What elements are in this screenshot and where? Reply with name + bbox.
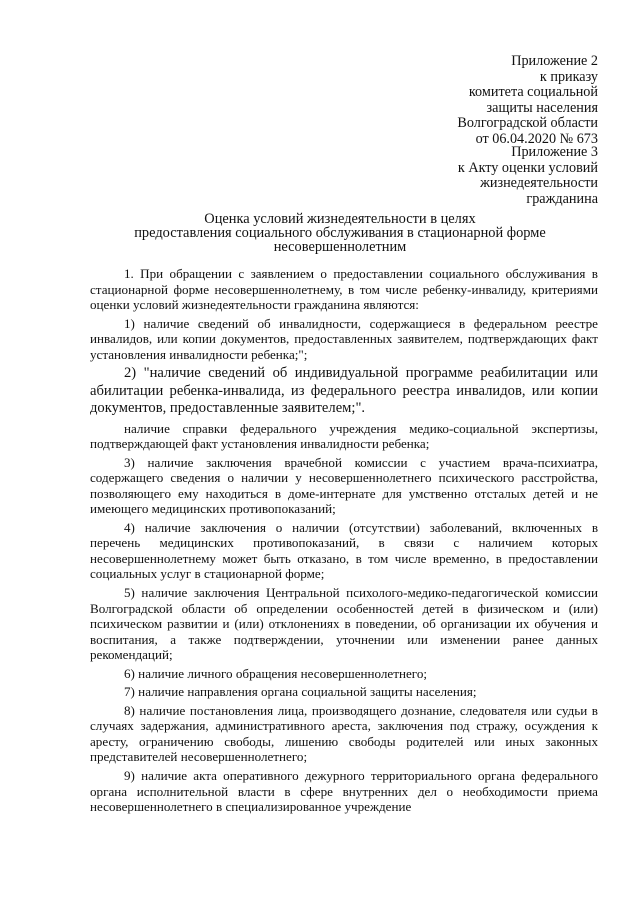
criterion-4-contraindications: 4) наличие заключения о наличии (отсутствии) заболеваний, включенных в перечень медицинских противопоказаний, в связи с наличием которых несовершеннолетнему может быть отказано, в том числе временно, в предоставлении социальных услуг в стационарной форме; [90,519,598,582]
document-title [60,212,620,255]
appendix-committee: комитета социальной [468,84,598,101]
appendix-number: Приложение 2 [511,53,598,69]
criterion-2-rehabilitation-program: 2) "наличие сведений об индивидуальной программе реабилитации или абилитации ребенка-инвалида, из федерального реестра инвалидов, или копии документов, предоставленные заявителем;". [90,365,598,417]
title-line-3: несовершеннолетним [273,239,407,256]
criterion-9-police-act: 9) наличие акта оперативного дежурного территориального органа федерального органа исполнительной власти в сфере внутренних дел о необходимости приема несовершеннолетнего в специализированное учреждение [90,767,598,815]
criterion-5-pmpc-conclusion: 5) наличие заключения Центральной психолого-медико-педагогической комиссии Волгоградской области об определении особенностей детей в физическом и (или) психическом развитии и (или) отклонениях в поведении, об организации их обучения и воспитания, а также подтверждении, уточнении или изменении ранее данных рекомендаций; [90,584,598,663]
criterion-3-psychiatric-conclusion: 3) наличие заключения врачебной комиссии с участием врача-психиатра, содержащего сведения о наличии у несовершеннолетнего психического расстройства, позволяющего ему находиться в доме-интернате для умственно отсталых детей и не имеющего медицинских противопоказаний; [90,454,598,517]
act-citizen: гражданина [526,190,598,207]
criterion-8-detention-order: 8) наличие постановления лица, производящего дознание, следователя или судьи в случаях задержания, административного ареста, заключения под стражу, осуждения к аресту, ограничению свободы, лишению свободы родителей или иных законных представителей несовершеннолетнего; [90,702,598,765]
criterion-6-personal-appeal: 6) наличие личного обращения несовершеннолетнего; [124,665,428,681]
appendix-region: Волгоградской области [457,115,598,132]
title-line-2: предоставления социального обслуживания в стационарной форме [134,225,546,242]
appendix-protection: защиты населения [486,99,598,116]
appendix-act-header [458,145,598,207]
criterion-mse-certificate: наличие справки федерального учреждения медико-социальной экспертизы, подтверждающей факт установления инвалидности ребенка; [90,420,598,452]
appendix-order-header [457,54,598,148]
criterion-7-referral: 7) наличие направления органа социальной защиты населения; [124,684,477,700]
act-reference: к Акту оценки условий [457,159,598,176]
act-appendix-number: Приложение 3 [511,144,598,160]
criterion-1-disability-info: 1) наличие сведений об инвалидности, содержащиеся в федеральном реестре инвалидов, или копии документов, предоставленных заявителем, подтверждающих факт установления инвалидности ребенка;"; [90,315,598,362]
document-body [90,266,598,815]
title-line-1: Оценка условий жизнедеятельности в целях [204,211,476,227]
appendix-date-number: от 06.04.2020 № 673 [475,130,598,147]
act-living-conditions: жизнедеятельности [480,175,598,192]
appendix-order-ref: к приказу [539,68,598,85]
paragraph-1-intro: 1. При обращении с заявлением о предоставлении социального обслуживания в стационарной форме несовершеннолетнему, в том числе ребенку-инвалиду, критериями оценки условий жизнедеятельности гражданина являются: [90,266,598,313]
